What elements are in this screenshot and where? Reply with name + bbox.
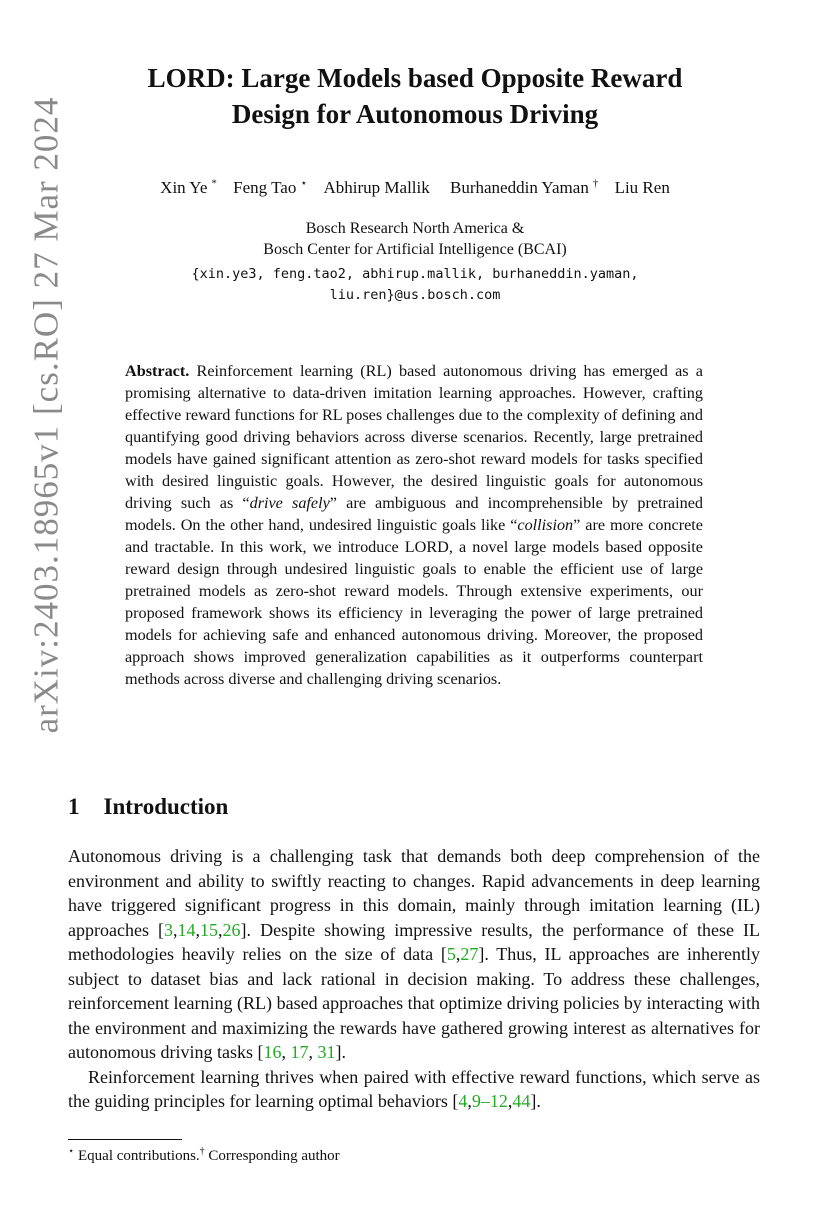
author: Burhaneddin Yaman †	[450, 177, 599, 197]
paragraph: Reinforcement learning thrives when paired with effective reward functions, which serve as the guiding principles for learning optimal behaviors [4,9–12,44].	[68, 1066, 760, 1111]
author-emails	[80, 264, 750, 306]
citation-link[interactable]: 17	[290, 1042, 309, 1062]
paper-title	[80, 60, 750, 132]
citation-link[interactable]: 27	[460, 944, 479, 964]
citation-link[interactable]: 14	[177, 919, 196, 940]
arxiv-identifier: arXiv:2403.18965v1 [cs.RO] 27 Mar 2024	[26, 96, 65, 734]
citation-link[interactable]: 3	[164, 919, 174, 940]
author-list	[80, 176, 750, 198]
email-line-1: {xin.ye3, feng.tao2, abhirup.mallik, burhaneddin.yaman,	[191, 266, 639, 282]
footnote-rule	[68, 1139, 182, 1140]
citation-link[interactable]: 15	[200, 919, 219, 940]
citation-link[interactable]: 26	[222, 919, 241, 940]
footnote: ⋆ Equal contributions.† Corresponding author	[68, 1146, 340, 1164]
affiliation-line-1: Bosch Research North America &	[305, 220, 525, 237]
citation-link[interactable]: 4	[458, 1091, 468, 1111]
abstract-label: Abstract.	[125, 362, 190, 380]
affiliation	[80, 218, 750, 260]
author: Feng Tao ⋆	[233, 177, 308, 197]
title-line-1: LORD: Large Models based Opposite Reward	[147, 63, 683, 93]
citation-link[interactable]: 16	[263, 1042, 282, 1062]
citation-link[interactable]: 9–12	[471, 1091, 508, 1111]
email-line-2: liu.ren}@us.bosch.com	[329, 287, 501, 303]
author: Abhirup Mallik	[323, 177, 430, 197]
introduction-body	[68, 844, 760, 1114]
section-heading: 1 Introduction	[68, 794, 229, 819]
paragraph: Autonomous driving is a challenging task that demands both deep comprehension of the environment and ability to swiftly reacting to changes. Rapid advancements in deep learning have triggered significant progress in this domain, mainly through imitation learning (IL) approaches [3,14,15,26]. Despite showing impressive results, the performance of these IL methodologies heavily relies on the size of data [5,27]. Thus, IL approaches are inherently subject to dataset bias and lack rational in decision making. To address these challenges, reinforcement learning (RL) based approaches that optimize driving policies by interacting with the environment and maximizing the rewards have gathered growing interest as alternatives for autonomous driving tasks [16, 17, 31].	[68, 846, 761, 1062]
abstract: Abstract. Reinforcement learning (RL) based autonomous driving has emerged as a promising alternative to data-driven imitation learning approaches. However, crafting effective reward functions for RL poses challenges due to the complexity of defining and quantifying good driving behaviors across diverse scenarios. Recently, large pretrained models have gained significant attention as zero-shot reward models for tasks specified with desired linguistic goals. However, the desired linguistic goals for autonomous driving such as “drive safely” are ambiguous and incomprehensible by pretrained models. On the other hand, undesired linguistic goals like “collision” are more concrete and tractable. In this work, we introduce LORD, a novel large models based opposite reward design through undesired linguistic goals to enable the efficient use of large pretrained models as zero-shot reward models. Through extensive experiments, our proposed framework shows its efficiency in leveraging the power of large pretrained models for achieving safe and enhanced autonomous driving. Moreover, the proposed approach shows improved generalization capabilities as it outperforms counterpart methods across diverse and challenging driving scenarios.	[125, 362, 703, 688]
citation-link[interactable]: 5	[446, 944, 456, 964]
title-line-2: Design for Autonomous Driving	[231, 99, 599, 129]
arxiv-sidebar	[12, 60, 80, 770]
author: Liu Ren	[614, 177, 670, 197]
citation-link[interactable]: 44	[512, 1091, 531, 1111]
citation-link[interactable]: 31	[317, 1042, 336, 1062]
affiliation-line-2: Bosch Center for Artificial Intelligence (BCAI)	[263, 241, 567, 258]
author: Xin Ye *	[160, 177, 217, 197]
